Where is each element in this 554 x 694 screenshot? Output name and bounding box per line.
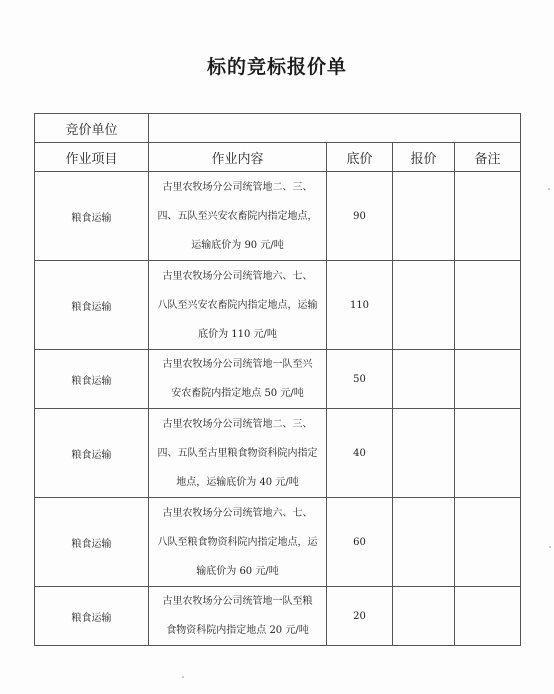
row-remark-cell[interactable] bbox=[455, 350, 521, 409]
bidder-row bbox=[35, 114, 521, 143]
bidder-value-cell[interactable] bbox=[149, 114, 521, 143]
row-remark-cell[interactable] bbox=[455, 498, 521, 587]
row-quote-cell[interactable] bbox=[393, 409, 455, 498]
content-line: 古里农牧场分公司统管地一队至兴 bbox=[162, 359, 313, 370]
table-row bbox=[35, 261, 521, 350]
scan-speck bbox=[549, 546, 551, 548]
row-item: 粮食运输 bbox=[35, 350, 149, 409]
table-row bbox=[35, 172, 521, 261]
row-item: 粮食运输 bbox=[35, 172, 149, 261]
scan-speck bbox=[182, 676, 184, 678]
content-line: 古里农牧场分公司统管地六、七、 bbox=[162, 507, 313, 519]
row-content bbox=[149, 350, 327, 409]
content-line: 古里农牧场分公司统管地二、三、 bbox=[162, 181, 313, 193]
table-row bbox=[35, 409, 521, 498]
row-content bbox=[149, 587, 327, 646]
content-line: 底价为 110 元/吨 bbox=[198, 328, 277, 340]
row-item: 粮食运输 bbox=[35, 409, 149, 498]
content-line: 八队至粮食物资科院内指定地点，运 bbox=[157, 536, 318, 548]
header-remark: 备注 bbox=[455, 143, 521, 172]
content-line: 安农畜院内指定地点 50 元/吨 bbox=[171, 388, 304, 399]
content-line: 古里农牧场分公司统管地一队至粮 bbox=[162, 596, 313, 607]
row-base-price: 40 bbox=[327, 409, 393, 498]
row-base-price: 110 bbox=[327, 261, 393, 350]
row-content bbox=[149, 172, 327, 261]
content-line: 输底价为 60 元/吨 bbox=[196, 565, 279, 577]
header-content: 作业内容 bbox=[149, 143, 327, 172]
row-base-price: 50 bbox=[327, 350, 393, 409]
content-line: 四、五队至古里粮食物资科院内指定 bbox=[157, 447, 318, 459]
row-remark-cell[interactable] bbox=[455, 587, 521, 646]
row-item: 粮食运输 bbox=[35, 498, 149, 587]
header-item: 作业项目 bbox=[35, 143, 149, 172]
content-line: 八队至兴安农畜院内指定地点，运输 bbox=[157, 299, 318, 311]
content-line: 四、五队至兴安农畜院内指定地点， bbox=[157, 210, 318, 222]
row-item: 粮食运输 bbox=[35, 261, 149, 350]
row-remark-cell[interactable] bbox=[455, 172, 521, 261]
row-quote-cell[interactable] bbox=[393, 172, 455, 261]
content-line: 食物资科院内指定地点 20 元/吨 bbox=[166, 625, 309, 636]
row-base-price: 20 bbox=[327, 587, 393, 646]
content-line: 古里农牧场分公司统管地二、三、 bbox=[162, 418, 313, 430]
header-quote: 报价 bbox=[393, 143, 455, 172]
row-base-price: 90 bbox=[327, 172, 393, 261]
row-content bbox=[149, 261, 327, 350]
page-title: 标的竞标报价单 bbox=[206, 56, 347, 78]
content-line: 运输底价为 90 元/吨 bbox=[191, 239, 284, 251]
row-quote-cell[interactable] bbox=[393, 587, 455, 646]
content-line: 地点，运输底价为 40 元/吨 bbox=[176, 476, 299, 488]
row-remark-cell[interactable] bbox=[455, 261, 521, 350]
table-row bbox=[35, 587, 521, 646]
row-quote-cell[interactable] bbox=[393, 350, 455, 409]
row-base-price: 60 bbox=[327, 498, 393, 587]
table-header-row bbox=[35, 143, 521, 172]
bidder-label: 竞价单位 bbox=[35, 114, 149, 143]
row-item: 粮食运输 bbox=[35, 587, 149, 646]
table-row bbox=[35, 498, 521, 587]
row-content bbox=[149, 498, 327, 587]
table-row bbox=[35, 350, 521, 409]
bid-quotation-table bbox=[34, 113, 521, 646]
row-content bbox=[149, 409, 327, 498]
row-quote-cell[interactable] bbox=[393, 261, 455, 350]
row-remark-cell[interactable] bbox=[455, 409, 521, 498]
content-line: 古里农牧场分公司统管地六、七、 bbox=[162, 270, 313, 282]
scan-speck bbox=[548, 188, 550, 190]
row-quote-cell[interactable] bbox=[393, 498, 455, 587]
header-base-price: 底价 bbox=[327, 143, 393, 172]
